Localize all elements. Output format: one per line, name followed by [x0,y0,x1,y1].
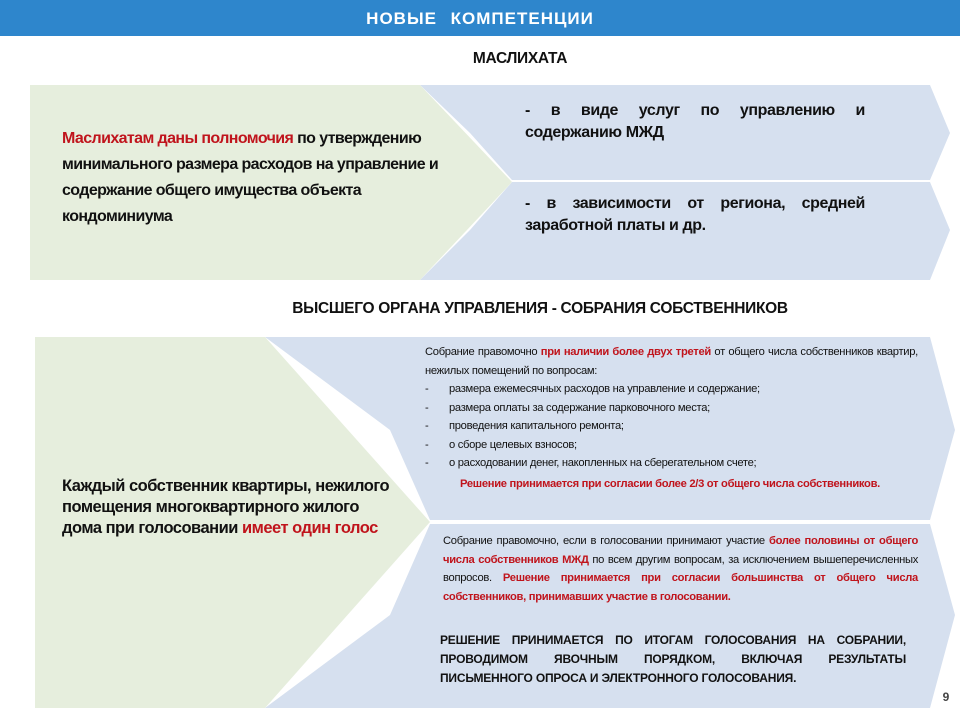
list-item: - размера ежемесячных расходов на управление и содержание; [425,380,918,399]
section1-left-lead: Маслихатам даны полномочия [62,130,294,147]
header-title: НОВЫЕ КОМПЕТЕНЦИИ [366,9,594,28]
section2-title: ВЫСШЕГО ОРГАНА УПРАВЛЕНИЯ - СОБРАНИЯ СОБСТВЕННИКОВ [292,300,788,317]
section2-final-text: РЕШЕНИЕ ПРИНИМАЕТСЯ ПО ИТОГАМ ГОЛОСОВАНИЯ НА СОБРАНИИ, ПРОВОДИМОМ ЯВОЧНЫМ ПОРЯДКОМ, ВКЛЮЧАЯ РЕЗУЛЬТАТЫ ПИСЬМЕННОГО ОПРОСА И ЭЛЕКТРОННОГО ГОЛОСОВАНИЯ. [440,633,906,685]
section1-right-top-text: - в виде услуг по управлению и содержанию МЖД [525,102,865,141]
section1-left-rest: по утверждению минимального размера расходов на управление и содержание общего имущества объекта кондоминиума [62,130,439,225]
list-item-text: о расходовании денег, накопленных на сберегательном счете; [449,457,757,469]
section1-title: МАСЛИХАТА [472,50,568,67]
bottom-intro-part2: по всем другим вопросам, за исключением вышеперечисленных вопросов. [443,553,918,584]
section2-bottom-intro [443,532,918,606]
top-intro-part1: Собрание правомочно [425,346,541,358]
top-intro-part2: от общего числа собственников квартир, нежилых помещений по вопросам: [425,346,918,377]
bottom-intro-part1: Собрание правомочно, если в голосовании принимают участие [443,535,769,547]
bottom-intro-red: более половины от общего числа собственников МЖД [443,535,918,566]
section2-left-text [62,476,402,539]
page-number: 9 [942,690,950,704]
bottom-decision-red: Решение принимается при согласии большинства от общего числа собственников, принимавших участие в голосовании. [443,572,918,603]
list-item-text: размера ежемесячных расходов на управление и содержание; [449,383,760,395]
list-item-text: проведения капитального ремонта; [449,420,624,432]
list-item: - о сборе целевых взносов; [425,436,918,455]
list-item: - проведения капитального ремонта; [425,417,918,436]
section2-top-intro [425,343,918,380]
list-item-text: о сборе целевых взносов; [449,438,577,451]
section1-right-bottom-text: - в зависимости от региона, средней заработной платы и др. [525,195,865,234]
list-item: - размера оплаты за содержание парковочного места; [425,399,918,418]
list-item-text: размера оплаты за содержание парковочного места; [449,401,710,414]
section2-left-red: имеет один голос [242,519,378,537]
section2-left-main: Каждый собственник квартиры, нежилого помещения многоквартирного жилого дома при голосовании [62,477,390,537]
top-intro-red: при наличии более двух третей [540,346,711,358]
section2-top-decision: Решение принимается при согласии более 2/3 от общего числа собственников. [460,478,880,490]
list-item: - о расходовании денег, накопленных на сберегательном счете; [425,454,918,473]
section2-top-list [425,380,918,473]
